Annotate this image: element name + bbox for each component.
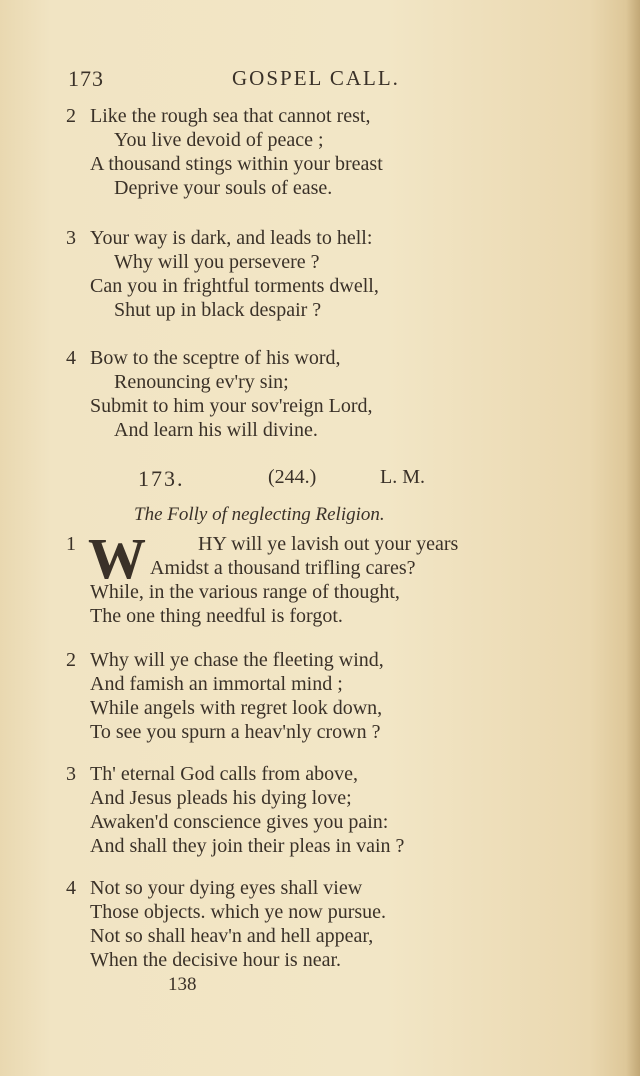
verse-line: Not so shall heav'n and hell appear, xyxy=(90,925,374,947)
hymn-stanza-4 xyxy=(66,876,586,972)
verse-line: 3 Your way is dark, and leads to hell: xyxy=(66,227,373,249)
running-title: GOSPEL CALL. xyxy=(232,66,400,90)
hymn-stanza-1 xyxy=(66,526,586,628)
verse-line: When the decisive hour is near. xyxy=(90,949,342,971)
page-number: 173 xyxy=(68,66,104,91)
page-header xyxy=(68,66,408,96)
stanza-number: 3 xyxy=(66,763,76,785)
verse-line: And learn his will divine. xyxy=(114,419,318,441)
stanza-number: 3 xyxy=(66,227,76,249)
verse-line: Submit to him your sov'reign Lord, xyxy=(90,395,373,417)
verse-line: 1 HY will ye lavish out your years xyxy=(66,533,459,555)
stanza-number: 4 xyxy=(66,877,76,899)
stanza-number: 1 xyxy=(66,533,76,555)
verse-line: While, in the various range of thought, xyxy=(90,581,400,603)
hymn-title: The Folly of neglecting Religion. xyxy=(134,504,385,525)
verse-line: While angels with regret look down, xyxy=(90,697,383,719)
prev-stanza-2 xyxy=(66,104,586,200)
hymn-stanza-3 xyxy=(66,762,586,858)
verse-line: And Jesus pleads his dying love; xyxy=(90,787,352,809)
verse-line: 3 Th' eternal God calls from above, xyxy=(66,763,358,785)
verse-line: The one thing needful is forgot. xyxy=(90,605,343,627)
verse-line: You live devoid of peace ; xyxy=(114,129,324,151)
drop-cap: W xyxy=(88,526,146,591)
verse-line: And famish an immortal mind ; xyxy=(90,673,343,695)
hymn-heading xyxy=(138,466,458,496)
verse-line: 4 Not so your dying eyes shall view xyxy=(66,877,363,899)
verse-line: Shut up in black despair ? xyxy=(114,299,322,321)
verse-line: Deprive your souls of ease. xyxy=(114,177,333,199)
verse-line: 4 Bow to the sceptre of his word, xyxy=(66,347,341,369)
hymn-stanza-2 xyxy=(66,648,586,744)
page-edge-shadow xyxy=(626,0,640,1076)
verse-line: And shall they join their pleas in vain ? xyxy=(90,835,405,857)
verse-line: 2 Why will ye chase the fleeting wind, xyxy=(66,649,384,671)
hymn-tune-number: (244.) xyxy=(268,466,317,488)
verse-line: Why will you persevere ? xyxy=(114,251,320,273)
signature-mark: 138 xyxy=(168,974,197,995)
verse-line: Amidst a thousand trifling cares? xyxy=(150,557,416,579)
stanza-number: 4 xyxy=(66,347,76,369)
prev-stanza-3 xyxy=(66,226,586,322)
verse-line: Those objects. which ye now pursue. xyxy=(90,901,387,923)
prev-stanza-4 xyxy=(66,346,586,442)
stanza-number: 2 xyxy=(66,105,76,127)
verse-line: To see you spurn a heav'nly crown ? xyxy=(90,721,381,743)
verse-line: Can you in frightful torments dwell, xyxy=(90,275,379,297)
verse-line: Renouncing ev'ry sin; xyxy=(114,371,289,393)
verse-line: A thousand stings within your breast xyxy=(90,153,383,175)
verse-line: 2 Like the rough sea that cannot rest, xyxy=(66,105,371,127)
verse-line: Awaken'd conscience gives you pain: xyxy=(90,811,389,833)
hymn-number: 173. xyxy=(138,466,185,491)
hymn-meter: L. M. xyxy=(380,466,425,488)
stanza-number: 2 xyxy=(66,649,76,671)
